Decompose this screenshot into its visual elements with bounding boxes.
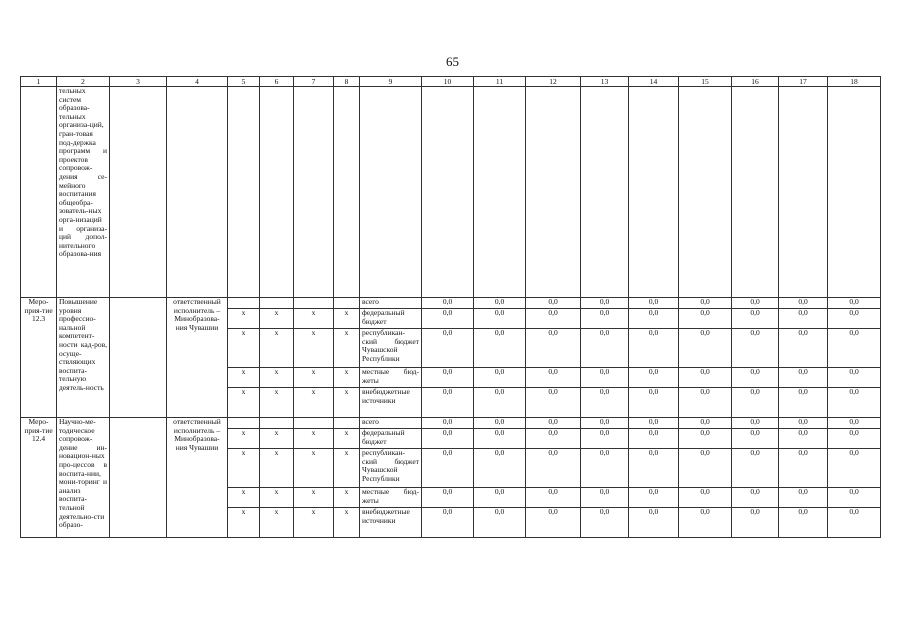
x-mark: x	[228, 449, 260, 488]
value-cell: 0,0	[474, 418, 526, 429]
empty-cell	[228, 418, 260, 429]
value-cell: 0,0	[732, 488, 779, 508]
value-cell: 0,0	[581, 388, 629, 418]
x-mark: x	[294, 508, 334, 538]
measure-row	[21, 418, 881, 429]
x-mark: x	[228, 508, 260, 538]
value-cell: 0,0	[581, 329, 629, 368]
value-cell: 0,0	[629, 449, 679, 488]
x-mark: x	[334, 309, 360, 329]
x-mark: x	[228, 488, 260, 508]
x-mark: x	[294, 309, 334, 329]
value-cell: 0,0	[679, 508, 732, 538]
empty-cell	[294, 418, 334, 429]
value-cell: 0,0	[779, 309, 828, 329]
header-col-17: 17	[779, 77, 828, 87]
value-cell: 0,0	[422, 418, 474, 429]
value-cell: 0,0	[526, 488, 581, 508]
continuation-row	[21, 87, 881, 298]
header-row	[21, 77, 881, 87]
header-col-9: 9	[360, 77, 422, 87]
source-label: местные бюд-жеты	[360, 368, 422, 388]
value-cell: 0,0	[779, 298, 828, 309]
header-col-15: 15	[679, 77, 732, 87]
measure-col3	[110, 298, 167, 418]
empty-cell	[334, 418, 360, 429]
value-cell: 0,0	[474, 368, 526, 388]
value-cell: 0,0	[581, 449, 629, 488]
continuation-text: тельных систем образова-тельных организа-ций, гран-товая под-держка программ и проектов сопровож-дения се-мейного воспитания общеобра-зователь-ных орга-низаций и организа-ций допол-нительного образова-ния	[57, 87, 110, 298]
value-cell: 0,0	[629, 488, 679, 508]
value-cell: 0,0	[732, 449, 779, 488]
value-cell: 0,0	[679, 388, 732, 418]
header-col-4: 4	[167, 77, 228, 87]
empty-cell	[260, 418, 294, 429]
value-cell: 0,0	[422, 449, 474, 488]
value-cell: 0,0	[581, 418, 629, 429]
header-col-8: 8	[334, 77, 360, 87]
value-cell: 0,0	[629, 418, 679, 429]
value-cell: 0,0	[779, 368, 828, 388]
x-mark: x	[228, 429, 260, 449]
value-cell: 0,0	[526, 508, 581, 538]
measure-label: Меро-прия-тие 12.4	[21, 418, 57, 538]
value-cell: 0,0	[828, 388, 881, 418]
header-col-5: 5	[228, 77, 260, 87]
value-cell: 0,0	[581, 508, 629, 538]
x-mark: x	[260, 329, 294, 368]
x-mark: x	[294, 429, 334, 449]
value-cell: 0,0	[474, 309, 526, 329]
value-cell: 0,0	[732, 508, 779, 538]
x-mark: x	[260, 309, 294, 329]
x-mark: x	[228, 309, 260, 329]
value-cell: 0,0	[526, 329, 581, 368]
value-cell: 0,0	[779, 429, 828, 449]
value-cell: 0,0	[422, 309, 474, 329]
source-label: внебюджетные источники	[360, 508, 422, 538]
empty-cell	[228, 298, 260, 309]
source-label: федеральный бюджет	[360, 309, 422, 329]
value-cell: 0,0	[828, 429, 881, 449]
value-cell: 0,0	[422, 368, 474, 388]
measure-col3	[110, 418, 167, 538]
empty-cell	[260, 298, 294, 309]
value-cell: 0,0	[526, 449, 581, 488]
value-cell: 0,0	[679, 449, 732, 488]
header-col-11: 11	[474, 77, 526, 87]
x-mark: x	[294, 388, 334, 418]
measure-row	[21, 298, 881, 309]
value-cell: 0,0	[732, 309, 779, 329]
value-cell: 0,0	[474, 429, 526, 449]
x-mark: x	[334, 429, 360, 449]
value-cell: 0,0	[474, 329, 526, 368]
measure-executor: ответственный исполнитель – Минобразова-ния Чувашии	[167, 418, 228, 538]
measure-label: Меро-прия-тие 12.3	[21, 298, 57, 418]
value-cell: 0,0	[828, 368, 881, 388]
x-mark: x	[294, 329, 334, 368]
x-mark: x	[334, 508, 360, 538]
value-cell: 0,0	[679, 368, 732, 388]
header-col-6: 6	[260, 77, 294, 87]
value-cell: 0,0	[474, 488, 526, 508]
x-mark: x	[260, 429, 294, 449]
value-cell: 0,0	[779, 418, 828, 429]
source-label: местные бюд-жеты	[360, 488, 422, 508]
value-cell: 0,0	[474, 449, 526, 488]
value-cell: 0,0	[779, 388, 828, 418]
x-mark: x	[294, 368, 334, 388]
value-cell: 0,0	[679, 298, 732, 309]
source-label: внебюджетные источники	[360, 388, 422, 418]
value-cell: 0,0	[422, 508, 474, 538]
source-label: республикан-ский бюджет Чувашской Республики	[360, 329, 422, 368]
value-cell: 0,0	[474, 508, 526, 538]
source-label: федеральный бюджет	[360, 429, 422, 449]
x-mark: x	[228, 388, 260, 418]
value-cell: 0,0	[526, 368, 581, 388]
x-mark: x	[294, 449, 334, 488]
value-cell: 0,0	[679, 488, 732, 508]
header-col-2: 2	[57, 77, 110, 87]
x-mark: x	[334, 368, 360, 388]
value-cell: 0,0	[629, 429, 679, 449]
measure-title: Повышение уровня профессио-нальной компетент-ности кад-ров, осуще-ствляющих воспита-тельную деятель-ность	[57, 298, 110, 418]
financing-table	[20, 76, 881, 538]
value-cell: 0,0	[629, 298, 679, 309]
header-col-14: 14	[629, 77, 679, 87]
source-label: всего	[360, 418, 422, 429]
x-mark: x	[260, 388, 294, 418]
value-cell: 0,0	[422, 429, 474, 449]
value-cell: 0,0	[779, 449, 828, 488]
value-cell: 0,0	[828, 298, 881, 309]
measure-executor: ответственный исполнитель – Минобразова-ния Чувашии	[167, 298, 228, 418]
value-cell: 0,0	[526, 418, 581, 429]
x-mark: x	[334, 449, 360, 488]
value-cell: 0,0	[422, 388, 474, 418]
value-cell: 0,0	[779, 508, 828, 538]
value-cell: 0,0	[422, 298, 474, 309]
x-mark: x	[260, 368, 294, 388]
source-label: всего	[360, 298, 422, 309]
header-col-13: 13	[581, 77, 629, 87]
header-col-18: 18	[828, 77, 881, 87]
value-cell: 0,0	[629, 309, 679, 329]
x-mark: x	[260, 488, 294, 508]
value-cell: 0,0	[828, 418, 881, 429]
value-cell: 0,0	[581, 368, 629, 388]
value-cell: 0,0	[828, 449, 881, 488]
value-cell: 0,0	[828, 508, 881, 538]
value-cell: 0,0	[732, 298, 779, 309]
value-cell: 0,0	[629, 368, 679, 388]
value-cell: 0,0	[779, 329, 828, 368]
header-col-7: 7	[294, 77, 334, 87]
value-cell: 0,0	[581, 309, 629, 329]
value-cell: 0,0	[526, 388, 581, 418]
value-cell: 0,0	[629, 388, 679, 418]
value-cell: 0,0	[526, 309, 581, 329]
value-cell: 0,0	[679, 429, 732, 449]
header-col-16: 16	[732, 77, 779, 87]
value-cell: 0,0	[629, 329, 679, 368]
header-col-3: 3	[110, 77, 167, 87]
value-cell: 0,0	[581, 488, 629, 508]
empty-cell	[294, 298, 334, 309]
page-number: 65	[446, 54, 459, 69]
x-mark: x	[260, 508, 294, 538]
value-cell: 0,0	[581, 298, 629, 309]
value-cell: 0,0	[679, 418, 732, 429]
value-cell: 0,0	[581, 429, 629, 449]
value-cell: 0,0	[679, 329, 732, 368]
value-cell: 0,0	[526, 429, 581, 449]
value-cell: 0,0	[474, 388, 526, 418]
x-mark: x	[334, 329, 360, 368]
source-label: республикан-ский бюджет Чувашской Республики	[360, 449, 422, 488]
header-col-10: 10	[422, 77, 474, 87]
value-cell: 0,0	[732, 429, 779, 449]
value-cell: 0,0	[828, 488, 881, 508]
header-col-1: 1	[21, 77, 57, 87]
value-cell: 0,0	[629, 508, 679, 538]
value-cell: 0,0	[732, 368, 779, 388]
x-mark: x	[334, 388, 360, 418]
x-mark: x	[228, 329, 260, 368]
empty-cell	[334, 298, 360, 309]
x-mark: x	[334, 488, 360, 508]
value-cell: 0,0	[526, 298, 581, 309]
value-cell: 0,0	[732, 329, 779, 368]
value-cell: 0,0	[779, 488, 828, 508]
value-cell: 0,0	[679, 309, 732, 329]
x-mark: x	[294, 488, 334, 508]
x-mark: x	[228, 368, 260, 388]
x-mark: x	[260, 449, 294, 488]
value-cell: 0,0	[732, 418, 779, 429]
value-cell: 0,0	[828, 309, 881, 329]
header-col-12: 12	[526, 77, 581, 87]
measure-title: Научно-ме-тодическое сопровож-дение ин-новацион-ных про-цессов в воспита-нии, мони-торинг и анализ воспита-тельной деятельно-сти образо-	[57, 418, 110, 538]
value-cell: 0,0	[732, 388, 779, 418]
value-cell: 0,0	[828, 329, 881, 368]
value-cell: 0,0	[422, 329, 474, 368]
value-cell: 0,0	[474, 298, 526, 309]
value-cell: 0,0	[422, 488, 474, 508]
